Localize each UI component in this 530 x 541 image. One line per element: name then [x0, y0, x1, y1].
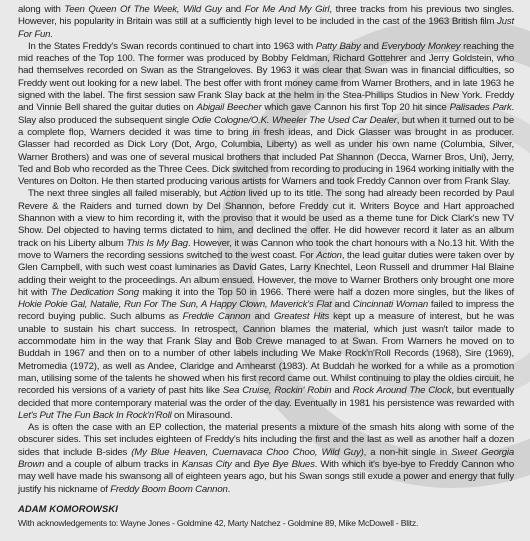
italic-title-run: Odie Cologne/O.K. Wheeler The Used Car Dealer — [191, 114, 397, 126]
text-run: and — [331, 299, 353, 311]
acknowledgements: With acknowledgements to: Wayne Jones - Goldmine 42, Marty Natchez - Goldmine 89, Mike McDowell - Blitz. — [18, 518, 419, 529]
text-run: . However, it was Cannon who took the chart honours with a No.13 hit. With the move to Warners the recording sessions switched to the west coast. For — [18, 237, 515, 261]
paragraph-1 — [18, 4, 514, 41]
text-run: and — [231, 458, 254, 470]
italic-title-run: Bye Bye Blues — [253, 458, 315, 470]
text-run: , but when it turned out to be a complete flop, Warners decided it was time to bring in fresh ideas, and Dick Glasser was brought in as producer. Glasser had recorded as Dick Lory (Dot, Argo, Columbia, Liberty) as well as under his own name (Columbia, Silver, Warner Brothers) and was one of several musical brothers that included Pat Shannon (Decca, Warner Bros, Uni), Jerry, Ted and Bob who recorded as the Three Cees. Dick switched from recording to producing in 1964 working initially with the Ventures on Dolton. He then started producing various artists for Warners and took Freddy Cannon over from Frank Slay. — [18, 114, 514, 188]
text-run: , a non-hit single in — [363, 446, 452, 458]
text-run: and — [331, 385, 353, 397]
text-run: reaching the mid reaches of the Top 100. The former was produced by Bobby Feldman, Richard Gottehrer and Jerry Goldstein, who had themselves recorded on Swan as the Strangeloves. By 1963 it was clear that Swan was in financial difficulties, so Freddy went out looking for a new label. The best offer with front money came from Warner Brothers, and in late 1963 he signed with the label. The first session saw Frank Slay back at the helm in the Stea-Phillips Studios in New York. Freddy and Vinnie Bell shared the guitar duties on — [18, 40, 514, 114]
paragraph-4 — [18, 422, 514, 496]
paragraph-3 — [18, 188, 514, 422]
text-run: lived up to its title. The song had already been recorded by Paul Revere & the Raiders and turned down by Del Shannon, before Freddy cut it. Writers Boyce and Hart approached Shannon with a view to him recording it, with the proviso that it would be used as a theme tune for Dick Clark's new TV Show. Del objected to having terms dictated to him, and declined the offer. He did however record it later as an album track on his Liberty album — [18, 188, 514, 249]
italic-title-run: Sea Cruise, Rockin' Robin — [222, 385, 332, 397]
paragraph-2 — [18, 41, 514, 189]
italic-title-run: Sweet Georgia Brown — [18, 446, 514, 470]
italic-title-run: Patty Baby — [315, 40, 361, 52]
text-run: The next three singles all failed miserably, but — [28, 188, 220, 200]
text-run: . Slay also produced the subsequent single — [18, 102, 514, 126]
italic-title-run: Cincinnati Woman — [352, 299, 429, 311]
text-run: on Mirasound. — [171, 409, 233, 421]
italic-title-run: Action — [220, 188, 246, 200]
italic-title-run: For Me And My Girl — [244, 4, 330, 15]
text-run: , the lead guitar duties were taken over by Glen Campbell, with such west coast luminaries as David Gates, Larry Knechtel, Leon Russell and drummer Hal Blaine adding their weight to the proceedings. An album ensued. However, the move to Warner Brothers only brought one more hit with — [18, 249, 514, 298]
text-run: making it into the Top 50 in 1966. There were half a dozen more singles, but the likes of — [138, 286, 515, 298]
italic-title-run: Just For Fun. — [18, 16, 514, 40]
italic-title-run: The Dedication Song — [50, 286, 139, 298]
text-run: failed to impress the record buying public. Such albums as — [18, 299, 514, 323]
text-run: which gave Cannon his first Top 20 hit since — [261, 102, 450, 114]
text-run: As is often the case with an EP collection, the material presents a mixture of the smash hits along with some of the obscurer sides. This set includes eighteen of Freddy's hits including the first and the last as well as another half a dozen sides that include B-sides — [18, 422, 514, 458]
text-run: and — [250, 311, 274, 323]
italic-title-run: Everybody Monkey — [381, 40, 461, 52]
italic-title-run: Hokie Pokie Gal, Natalie, Run For The Sun, A Happy Clown, Maverick's Flat — [18, 299, 332, 311]
italic-title-run: Palisades Park — [449, 102, 512, 114]
italic-title-run: Abigail Beecher — [196, 102, 262, 114]
text-run: In the States Freddy's Swan records continued to chart into 1963 with — [28, 40, 316, 52]
liner-notes — [18, 4, 514, 529]
author-name: ADAM KOMOROWSKI — [18, 502, 118, 514]
italic-title-run: Freddy Boom Boom Cannon — [110, 483, 228, 495]
text-run: , but eventually decided that more contemporary material was the order of the day. Eventually in 1981 his persistence was rewarded with — [18, 385, 514, 409]
text-run: along with — [18, 4, 65, 15]
italic-title-run: Kansas City — [181, 458, 232, 470]
italic-title-run: Freddie Cannon — [182, 311, 251, 323]
italic-title-run: Rock Around The Clock — [352, 385, 452, 397]
text-run: and — [360, 40, 382, 52]
text-run: . — [227, 483, 231, 495]
text-run: . With which it's bye-bye to Freddy Cannon who may well have made his swansong all of eighteen years ago, but his Swan songs still exude a power and energy that fully justify his nickname of — [18, 458, 514, 495]
text-run: , three tracks from his previous two singles. However, his popularity in Britain was still at a sufficiently high level to be included in the cast of the 1963 British film — [18, 4, 514, 28]
italic-title-run: (My Blue Heaven, Cuernavaca Choo Choo, Wild Guy) — [131, 446, 364, 458]
text-run: kept up a measure of interest, but he was unable to sustain his chart success. In retrospect, Cannon blames the material, which just wasn't tailor made to accommodate him in the way that Frank Slay and Bob Crewe managed to at Swan. From Warners he moved on to Buddah in 1967 and then on to a number of other labels including We Make Rock'n'Roll Records (1968), Sire (1969), Metromedia (1972), as well as Andee, Claridge and Amhearst (1983). At Buddah he worked for a while as a promotion man, utilising some of the talents he showed when his first record came out. Whilst continuing to play the oldies circuit, he recorded his versions of a variety of past hits like — [18, 311, 514, 397]
italic-title-run: This Is My Bag — [126, 237, 188, 249]
italic-title-run: Let's Put The Fun Back In Rock'n'Roll — [18, 409, 172, 421]
italic-title-run: Teen Queen Of The Week, Wild Guy — [64, 4, 222, 15]
italic-title-run: Action — [316, 249, 342, 261]
italic-title-run: Greatest Hits — [273, 311, 330, 323]
text-run: and — [221, 4, 245, 15]
text-run: and a couple of album tracks in — [44, 458, 182, 470]
